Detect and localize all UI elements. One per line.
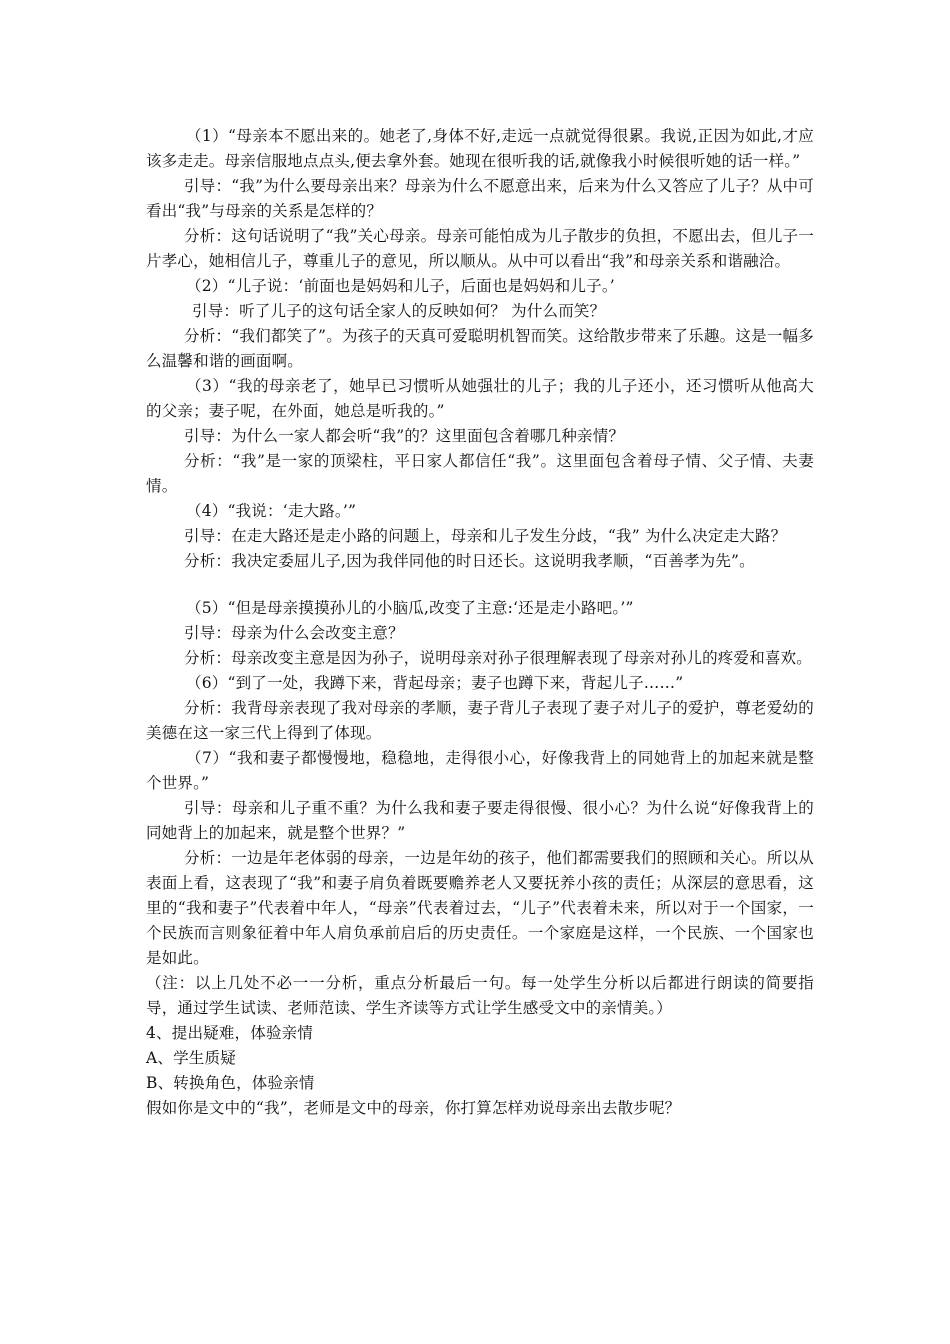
paragraph-guide-1: 引导：“我”为什么要母亲出来？母亲为什么不愿意出来，后来为什么又答应了儿子？从中可看出“我”与母亲的关系是怎样的？ xyxy=(146,177,814,220)
paragraph-guide-4: 引导：在走大路还是走小路的问题上，母亲和儿子发生分歧，“我” 为什么决定走大路？ xyxy=(184,527,787,545)
paragraph-guide-2: 引导：听了儿子的这句话全家人的反映如何？ 为什么而笑？ xyxy=(192,302,606,320)
paragraph-quote-6: （6）“到了一处，我蹲下来，背起母亲；妻子也蹲下来，背起儿子……” xyxy=(186,674,684,692)
paragraph-analysis-5: 分析：母亲改变主意是因为孙子，说明母亲对孙子很理解表现了母亲对孙儿的疼爱和喜欢。 xyxy=(184,649,813,667)
section-heading-4: 4、提出疑难，体验亲情 xyxy=(146,1024,314,1042)
paragraph-note: （注：以上几处不必一一分析，重点分析最后一句。每一处学生分析以后都进行朗读的简要指导，通过学生试读、老师范读、学生齐读等方式让学生感受文中的亲情美。） xyxy=(146,974,814,1017)
paragraph-analysis-3: 分析：“我”是一家的顶梁柱，平日家人都信任“我”。这里面包含着母子情、父子情、夫妻情。 xyxy=(146,452,814,495)
paragraph-analysis-7: 分析：一边是年老体弱的母亲，一边是年幼的孩子，他们都需要我们的照顾和关心。所以从表面上看，这表现了“我”和妻子肩负着既要赡养老人又要抚养小孩的责任；从深层的意思看，这里的“我和妻子”代表着中年人，“母亲”代表着过去，“儿子”代表着未来，所以对于一个国家，一个民族而言则象征着中年人肩负承前启后的历史责任。一个家庭是这样，一个民族、一个国家也是如此。 xyxy=(146,849,814,967)
paragraph-quote-7: （7）“我和妻子都慢慢地，稳稳地，走得很小心，好像我背上的同她背上的加起来就是整个世界。” xyxy=(146,749,814,792)
blank-line xyxy=(146,574,814,596)
document-page xyxy=(146,124,814,1121)
paragraph-analysis-2: 分析：“我们都笑了”。为孩子的天真可爱聪明机智而笑。这给散步带来了乐趣。这是一幅多么温馨和谐的画面啊。 xyxy=(146,327,814,370)
paragraph-quote-3: （3）“我的母亲老了，她早已习惯听从她强壮的儿子；我的儿子还小，还习惯听从他高大的父亲；妻子呢，在外面，她总是听我的。” xyxy=(146,377,814,420)
list-item-a: A、学生质疑 xyxy=(146,1049,236,1067)
paragraph-guide-7: 引导：母亲和儿子重不重？为什么我和妻子要走得很慢、很小心？为什么说“好像我背上的同她背上的加起来，就是整个世界？” xyxy=(146,799,814,842)
paragraph-quote-2: （2）“儿子说：‘前面也是妈妈和儿子，后面也是妈妈和儿子。’ xyxy=(186,277,615,295)
paragraph-guide-5: 引导：母亲为什么会改变主意？ xyxy=(184,624,404,642)
paragraph-analysis-1: 分析：这句话说明了“我”关心母亲。母亲可能怕成为儿子散步的负担，不愿出去，但儿子一片孝心，她相信儿子，尊重儿子的意见，所以顺从。从中可以看出“我”和母亲关系和谐融洽。 xyxy=(146,227,814,270)
paragraph-guide-3: 引导：为什么一家人都会听“我”的？这里面包含着哪几种亲情？ xyxy=(184,427,625,445)
paragraph-quote-5: （5）“但是母亲摸摸孙儿的小脑瓜,改变了主意:‘还是走小路吧。’” xyxy=(186,599,634,617)
paragraph-analysis-6: 分析：我背母亲表现了我对母亲的孝顺，妻子背儿子表现了妻子对儿子的爱护，尊老爱幼的美德在这一家三代上得到了体现。 xyxy=(146,699,814,742)
list-item-b: B、转换角色，体验亲情 xyxy=(146,1074,315,1092)
paragraph-quote-1: （1）“母亲本不愿出来的。她老了,身体不好,走远一点就觉得很累。我说,正因为如此,才应该多走走。母亲信服地点点头,便去拿外套。她现在很听我的话,就像我小时候很听她的话一样。” xyxy=(146,127,814,170)
paragraph-analysis-4: 分析：我决定委屈儿子,因为我伴同他的时日还长。这说明我孝顺，“百善孝为先”。 xyxy=(184,552,755,570)
paragraph-quote-4: （4）“我说：‘走大路。’” xyxy=(186,502,357,520)
paragraph-question: 假如你是文中的“我”，老师是文中的母亲，你打算怎样劝说母亲出去散步呢？ xyxy=(146,1099,681,1117)
